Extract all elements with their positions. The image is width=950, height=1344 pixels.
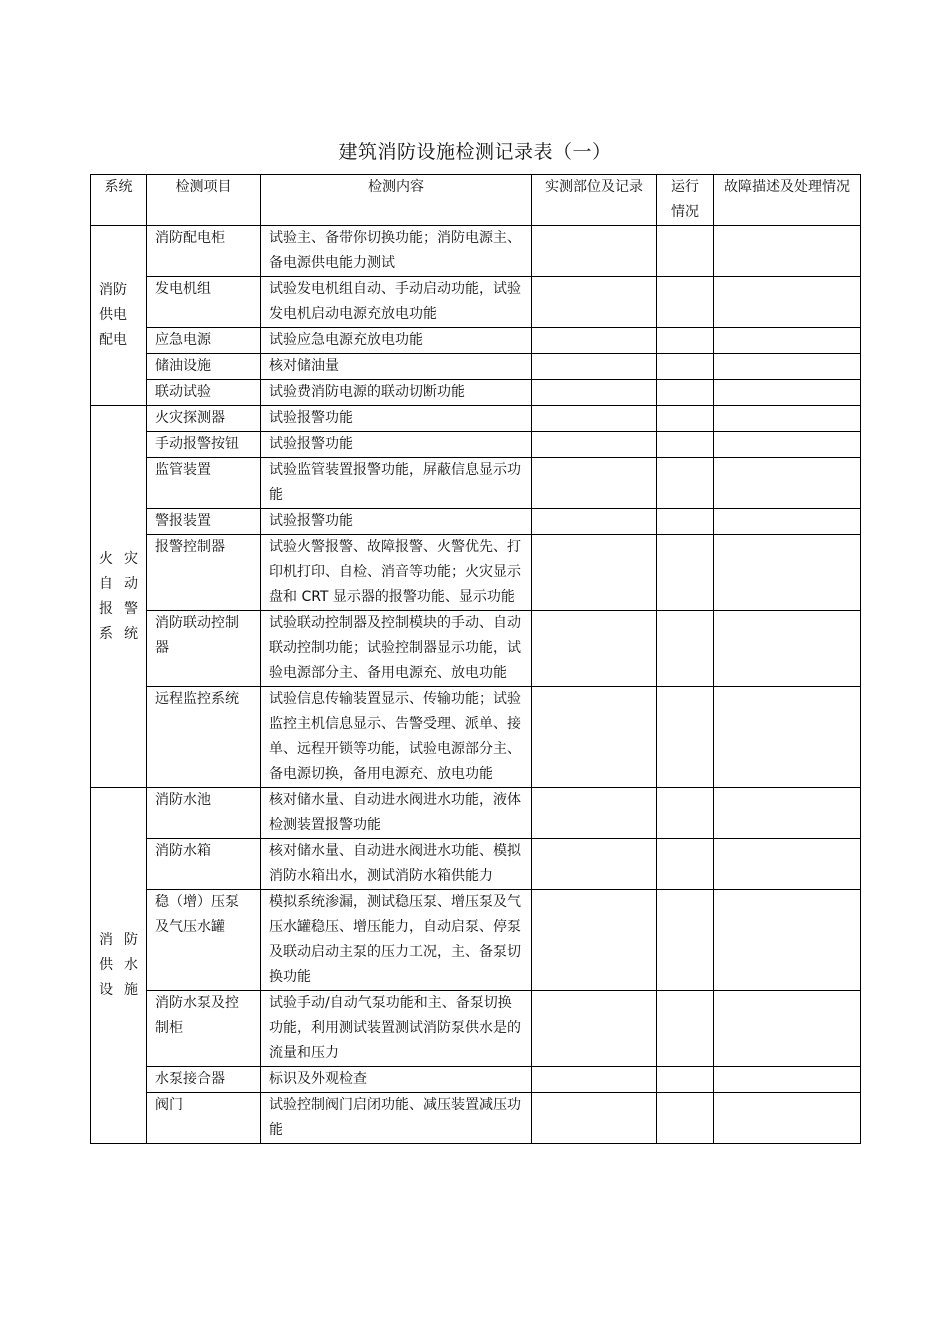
content-cell: 试验联动控制器及控制模块的手动、自动联动控制功能；试验控制器显示功能，试验电源部分主、备用电源充、放电功能 [261,611,532,687]
item-cell: 消防水箱 [147,839,261,890]
status-cell[interactable] [657,991,714,1067]
table-row [91,991,861,1067]
item-cell: 应急电源 [147,328,261,354]
table-row [91,611,861,687]
fault-cell[interactable] [714,354,861,380]
fault-cell[interactable] [714,687,861,788]
fault-cell[interactable] [714,788,861,839]
content-cell: 试验控制阀门启闭功能、减压装置减压功能 [261,1093,532,1144]
item-cell: 阀门 [147,1093,261,1144]
location-cell[interactable] [532,406,657,432]
location-cell[interactable] [532,354,657,380]
location-cell[interactable] [532,535,657,611]
item-cell: 消防水泵及控制柜 [147,991,261,1067]
location-cell[interactable] [532,687,657,788]
location-cell[interactable] [532,458,657,509]
location-cell[interactable] [532,509,657,535]
fault-cell[interactable] [714,890,861,991]
content-cell: 试验应急电源充放电功能 [261,328,532,354]
status-cell[interactable] [657,687,714,788]
status-cell[interactable] [657,839,714,890]
item-cell: 监管装置 [147,458,261,509]
system-label: 消防 供水 设施 [99,932,138,998]
status-cell[interactable] [657,432,714,458]
location-cell[interactable] [532,432,657,458]
location-cell[interactable] [532,328,657,354]
item-cell: 手动报警按钮 [147,432,261,458]
table-row [91,788,861,839]
content-cell: 核对储水量、自动进水阀进水功能，液体检测装置报警功能 [261,788,532,839]
table-row [91,687,861,788]
fault-cell[interactable] [714,432,861,458]
content-cell: 试验发电机组自动、手动启动功能，试验发电机启动电源充放电功能 [261,277,532,328]
fault-cell[interactable] [714,380,861,406]
location-cell[interactable] [532,839,657,890]
table-row [91,535,861,611]
location-cell[interactable] [532,611,657,687]
fault-cell[interactable] [714,1067,861,1093]
item-cell: 发电机组 [147,277,261,328]
content-cell: 试验监管装置报警功能，屏蔽信息显示功能 [261,458,532,509]
table-row [91,226,861,277]
status-cell[interactable] [657,458,714,509]
header-fault: 故障描述及处理情况 [714,175,861,226]
system-cell [91,788,147,1144]
header-status: 运行 情况 [657,175,714,226]
header-item: 检测项目 [147,175,261,226]
content-cell: 试验火警报警、故障报警、火警优先、打印机打印、自检、消音等功能；火灾显示盘和 CRT 显示器的报警功能、显示功能 [261,535,532,611]
status-cell[interactable] [657,380,714,406]
system-cell [91,406,147,788]
location-cell[interactable] [532,226,657,277]
table-row [91,839,861,890]
table-row [91,1067,861,1093]
fault-cell[interactable] [714,277,861,328]
fault-cell[interactable] [714,328,861,354]
status-cell[interactable] [657,535,714,611]
content-cell: 试验报警功能 [261,406,532,432]
table-row [91,380,861,406]
content-cell: 试验费消防电源的联动切断功能 [261,380,532,406]
item-cell: 消防水池 [147,788,261,839]
header-content: 检测内容 [261,175,532,226]
table-row [91,509,861,535]
status-cell[interactable] [657,328,714,354]
table-row [91,1093,861,1144]
header-system: 系统 [91,175,147,226]
status-cell[interactable] [657,611,714,687]
status-cell[interactable] [657,788,714,839]
fault-cell[interactable] [714,458,861,509]
system-label: 消防 供电 配电 [99,282,127,348]
fault-cell[interactable] [714,406,861,432]
item-cell: 报警控制器 [147,535,261,611]
location-cell[interactable] [532,1067,657,1093]
content-cell: 试验信息传输装置显示、传输功能；试验监控主机信息显示、告警受理、派单、接单、远程开锁等功能，试验电源部分主、备电源切换，备用电源充、放电功能 [261,687,532,788]
location-cell[interactable] [532,788,657,839]
content-cell: 试验报警功能 [261,509,532,535]
status-cell[interactable] [657,1067,714,1093]
fault-cell[interactable] [714,226,861,277]
table-row [91,277,861,328]
item-cell: 消防联动控制器 [147,611,261,687]
header-location: 实测部位及记录 [532,175,657,226]
table-body [91,226,861,1144]
table-row [91,406,861,432]
content-cell: 核对储水量、自动进水阀进水功能、模拟消防水箱出水，测试消防水箱供能力 [261,839,532,890]
status-cell[interactable] [657,354,714,380]
system-label: 火灾 自动 报警 系统 [99,550,138,642]
location-cell[interactable] [532,277,657,328]
page-title: 建筑消防设施检测记录表（一） [338,141,612,163]
status-cell[interactable] [657,890,714,991]
location-cell[interactable] [532,991,657,1067]
header-row [91,175,861,226]
item-cell: 远程监控系统 [147,687,261,788]
fault-cell[interactable] [714,535,861,611]
status-cell[interactable] [657,226,714,277]
content-cell: 标识及外观检查 [261,1067,532,1093]
item-cell: 联动试验 [147,380,261,406]
status-cell[interactable] [657,509,714,535]
location-cell[interactable] [532,380,657,406]
fault-cell[interactable] [714,611,861,687]
location-cell[interactable] [532,1093,657,1144]
content-cell: 试验手动/自动气泵功能和主、备泵切换功能，利用测试装置测试消防泵供水是的流量和压力 [261,991,532,1067]
content-cell: 模拟系统渗漏，测试稳压泵、增压泵及气压水罐稳压、增压能力，自动启泵、停泵及联动启动主泵的压力工况，主、备泵切换功能 [261,890,532,991]
content-cell: 核对储油量 [261,354,532,380]
item-cell: 水泵接合器 [147,1067,261,1093]
item-cell: 消防配电柜 [147,226,261,277]
item-cell: 储油设施 [147,354,261,380]
table-row [91,432,861,458]
content-cell: 试验报警功能 [261,432,532,458]
item-cell: 火灾探测器 [147,406,261,432]
table-row [91,328,861,354]
fault-cell[interactable] [714,839,861,890]
inspection-table [90,174,861,1144]
status-cell[interactable] [657,277,714,328]
content-cell: 试验主、备带你切换功能；消防电源主、备电源供电能力测试 [261,226,532,277]
status-cell[interactable] [657,406,714,432]
fault-cell[interactable] [714,1093,861,1144]
item-cell: 稳（增）压泵及气压水罐 [147,890,261,991]
fault-cell[interactable] [714,509,861,535]
system-cell [91,226,147,406]
status-cell[interactable] [657,1093,714,1144]
table-row [91,458,861,509]
fault-cell[interactable] [714,991,861,1067]
table-row [91,890,861,991]
location-cell[interactable] [532,890,657,991]
item-cell: 警报装置 [147,509,261,535]
table-row [91,354,861,380]
